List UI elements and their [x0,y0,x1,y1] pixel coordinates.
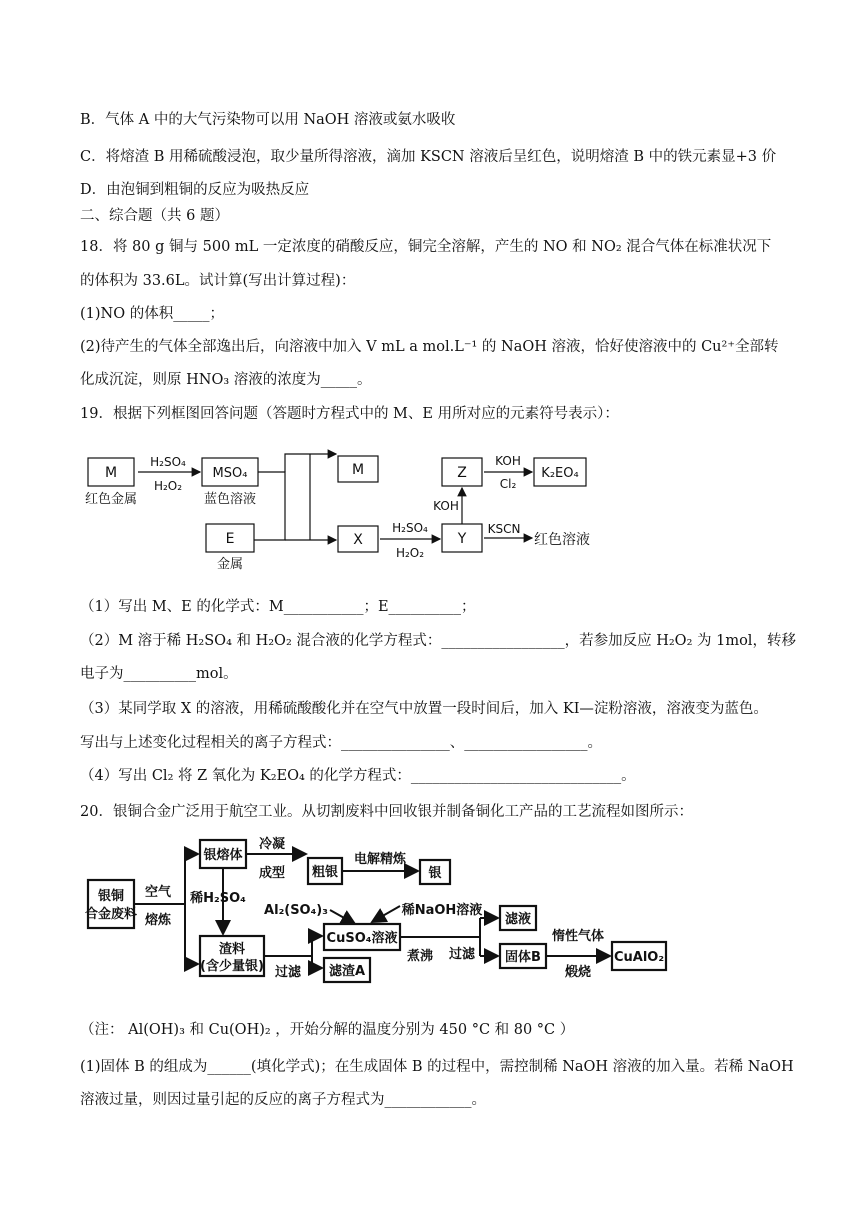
boil-label: 煮沸 [406,949,434,964]
q19-part3-line2: 写出与上述变化过程相关的离子方程式：_______________、_________________。 [80,735,602,751]
blue-solution-label: 蓝色溶液 [203,492,257,507]
reagent-cl2: Cl₂ [499,477,517,491]
diagram-19 [80,440,640,580]
calcine-label: 煅烧 [564,965,592,980]
section-heading: 二、综合题（共 6 题） [80,208,229,224]
q19-part3-line1: （3）某同学取 X 的溶液，用稀硫酸酸化并在空气中放置一段时间后，加入 KI—淀粉溶液，溶液变为蓝色。 [80,701,768,717]
box-mso4-text: MSO₄ [212,466,248,481]
filter2-label: 过滤 [448,947,476,962]
diagram-20 [80,836,680,986]
form-label: 成型 [258,866,286,881]
q19-stem: 19．根据下列框图回答问题（答题时方程式中的 M、E 用所对应的元素符号表示）： [80,406,619,422]
box-m-text: M [104,465,118,481]
box-y-text: Y [457,531,467,547]
q20-note: （注： Al(OH)₃ 和 Cu(OH)₂ ，开始分解的温度分别为 450 °C 和 80 °C ） [80,1022,575,1038]
naoh-label: 稀NaOH溶液 [401,903,483,918]
crude-text: 粗银 [311,865,339,880]
reagent-kscn: KSCN [487,522,521,536]
option-c: C．将熔渣 B 用稀硫酸浸泡，取少量所得溶液，滴加 KSCN 溶液后呈红色，说明熔渣 B 中的铁元素显+3 价 [80,149,777,165]
acid-label: 稀H₂SO₄ [190,891,246,906]
scrap-line2: 合金废料 [84,907,138,922]
box-m2-text: M [351,462,365,478]
q19-part2-line2: 电子为__________mol。 [80,666,238,682]
box-z-text: Z [457,465,467,481]
product-text: CuAlO₂ [613,950,665,965]
option-d: D．由泡铜到粗铜的反应为吸热反应 [80,182,310,198]
reagent-h2o2-2: H₂O₂ [395,546,425,560]
red-solution-label: 红色溶液 [534,532,590,548]
q20-stem: 20．银铜合金广泛用于航空工业。从切割废料中回收银并制备铜化工产品的工艺流程如图所示： [80,804,693,820]
residue-a-text: 滤渣A [328,964,366,979]
reagent-koh: KOH [495,454,521,468]
box-x-text: X [353,532,363,548]
scrap-line1: 银铜 [97,889,125,904]
reagent-h2so4-2: H₂SO₄ [392,521,428,535]
solid-b-text: 固体B [505,950,541,965]
q20-part1-line2: 溶液过量，则因过量引起的反应的离子方程式为____________。 [80,1092,486,1108]
cuso4-text: CuSO₄溶液 [326,931,398,946]
merge-line [254,472,285,540]
q18-line2: 的体积为 33.6L。试计算(写出计算过程)： [80,273,356,289]
refine-label: 电解精炼 [353,852,407,867]
slag-line2: (含少量银) [200,959,264,974]
q19-part4: （4）写出 Cl₂ 将 Z 氧化为 K₂EO₄ 的化学方程式：_____________________________。 [80,768,636,784]
q18-part1: (1)NO 的体积_____； [80,306,224,322]
al2so4-label: Al₂(SO₄)₃ [264,903,328,918]
arrow-naoh [372,906,400,922]
reagent-koh-up: KOH [433,499,459,513]
condense-label: 冷凝 [258,837,286,852]
q20-part1-line1: (1)固体 B 的组成为______(填化学式)；在生成固体 B 的过程中，需控制稀 NaOH 溶液的加入量。若稀 NaOH [80,1059,794,1075]
slag-line1: 渣料 [218,942,246,957]
reagent-h2o2-1: H₂O₂ [153,479,183,493]
q18-part2-line1: (2)待产生的气体全部逸出后，向溶液中加入 V mL a mol.L⁻¹ 的 NaOH 溶液，恰好使溶液中的 Cu²⁺全部转 [80,339,779,355]
q18-part2-line2: 化成沉淀，则原 HNO₃ 溶液的浓度为_____。 [80,372,372,388]
air-label: 空气 [144,885,172,900]
branch-line-up [285,454,310,472]
box-e-text: E [225,531,235,547]
q19-part1: （1）写出 M、E 的化学式：M___________；E__________； [80,599,476,615]
red-metal-label: 红色金属 [84,492,138,507]
silver-text: 银 [428,866,442,881]
option-b: B．气体 A 中的大气污染物可以用 NaOH 溶液或氨水吸收 [80,112,456,128]
filter1-label: 过滤 [274,965,302,980]
q18-line1: 18．将 80 g 铜与 500 mL 一定浓度的硝酸反应，铜完全溶解，产生的 NO 和 NO₂ 混合气体在标准状况下 [80,239,772,255]
reagent-h2so4-1: H₂SO₄ [150,455,186,469]
arrow-al2so4 [330,910,355,924]
metal-label: 金属 [216,557,244,572]
melt-text: 银熔体 [203,848,243,863]
smelt-label: 熔炼 [144,913,172,928]
inert-gas-label: 惰性气体 [551,929,605,944]
box-k2eo4-text: K₂EO₄ [541,466,579,481]
filtrate-text: 滤液 [504,912,532,927]
q19-part2-line1: （2）M 溶于稀 H₂SO₄ 和 H₂O₂ 混合液的化学方程式：_________________，若参加反应 H₂O₂ 为 1mol，转移 [80,633,796,649]
